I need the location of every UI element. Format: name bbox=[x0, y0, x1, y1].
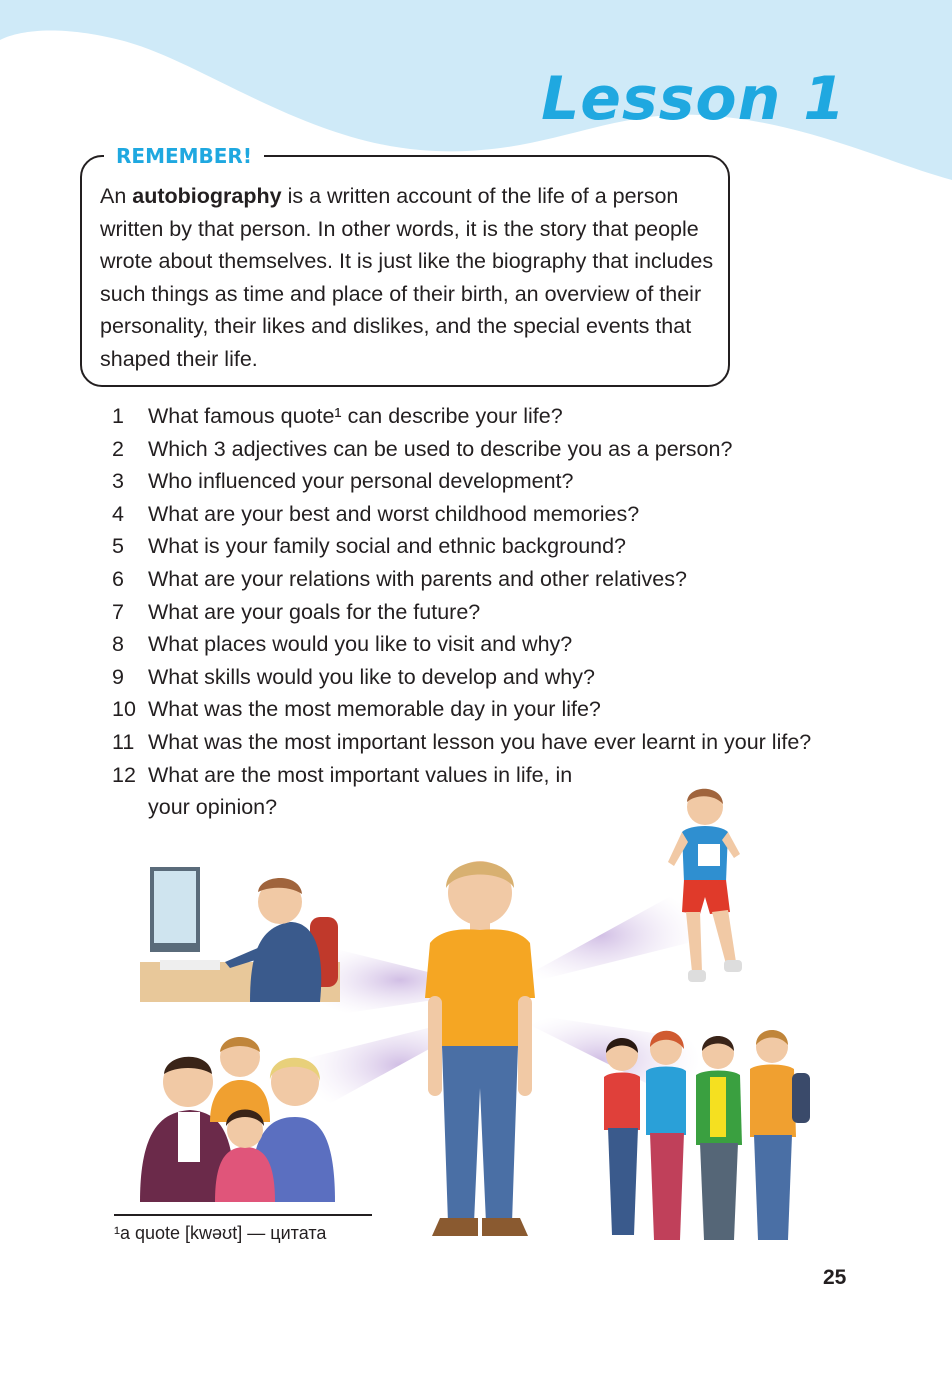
footnote-rule bbox=[114, 1214, 372, 1216]
group-of-friends-illustration bbox=[600, 1025, 815, 1255]
question-item bbox=[112, 563, 812, 596]
boy-at-computer-illustration bbox=[140, 862, 340, 1004]
question-number: 10 bbox=[112, 697, 136, 722]
question-item bbox=[112, 628, 812, 661]
question-number: 3 bbox=[112, 469, 124, 494]
question-text: What are the most important values in life, in your opinion? bbox=[148, 762, 573, 820]
question-text: What are your relations with parents and other relatives? bbox=[148, 566, 687, 591]
remember-definition bbox=[100, 180, 725, 376]
question-text: What are your goals for the future? bbox=[148, 599, 481, 624]
question-text: What was the most important lesson you have ever learnt in your life? bbox=[148, 729, 812, 754]
question-number: 12 bbox=[112, 762, 136, 787]
definition-intro: An bbox=[100, 184, 133, 208]
question-text: What is your family social and ethnic background? bbox=[148, 534, 627, 559]
question-item bbox=[112, 693, 812, 726]
family-portrait-illustration bbox=[140, 1022, 335, 1202]
question-item bbox=[112, 530, 812, 563]
question-text: What famous quote¹ can describe your life? bbox=[148, 404, 563, 428]
question-number: 6 bbox=[112, 566, 124, 591]
question-item bbox=[112, 400, 812, 433]
question-item bbox=[112, 465, 812, 498]
definition-body: is a written account of the life of a person written by that person. In other words, it is the story that people wrote about themselves. It is just like the biography that includes such things as time and place of their birth, an overview of their personality, their likes and dislikes, and the special events that shaped their life. bbox=[100, 184, 714, 371]
question-text: Which 3 adjectives can be used to describe you as a person? bbox=[148, 436, 733, 461]
remember-label: REMEMBER! bbox=[104, 143, 264, 169]
question-number: 2 bbox=[112, 436, 124, 461]
definition-term: autobiography bbox=[132, 184, 282, 208]
lesson-title: Lesson 1 bbox=[541, 64, 846, 134]
question-text: What are your best and worst childhood memories? bbox=[148, 501, 640, 526]
question-number: 4 bbox=[112, 501, 124, 526]
page-number: 25 bbox=[823, 1266, 847, 1289]
question-text: What places would you like to visit and why? bbox=[148, 632, 573, 657]
question-number: 8 bbox=[112, 632, 124, 657]
question-item bbox=[112, 661, 812, 694]
question-number: 5 bbox=[112, 534, 124, 559]
question-text: What skills would you like to develop and why? bbox=[148, 664, 595, 689]
question-number: 1 bbox=[112, 404, 124, 428]
teen-boy-standing-illustration bbox=[400, 848, 560, 1248]
question-text: What was the most memorable day in your life? bbox=[148, 697, 601, 722]
question-item bbox=[112, 433, 812, 466]
question-number: 9 bbox=[112, 664, 124, 689]
question-item bbox=[112, 726, 812, 759]
question-number: 7 bbox=[112, 599, 124, 624]
question-list bbox=[112, 400, 812, 824]
question-text: Who influenced your personal development? bbox=[148, 469, 574, 494]
question-number: 11 bbox=[112, 729, 135, 754]
boy-running-illustration bbox=[660, 782, 750, 994]
footnote: ¹a quote [kwəʊt] — цитата bbox=[114, 1223, 327, 1243]
question-item bbox=[112, 498, 812, 531]
question-item bbox=[112, 596, 812, 629]
